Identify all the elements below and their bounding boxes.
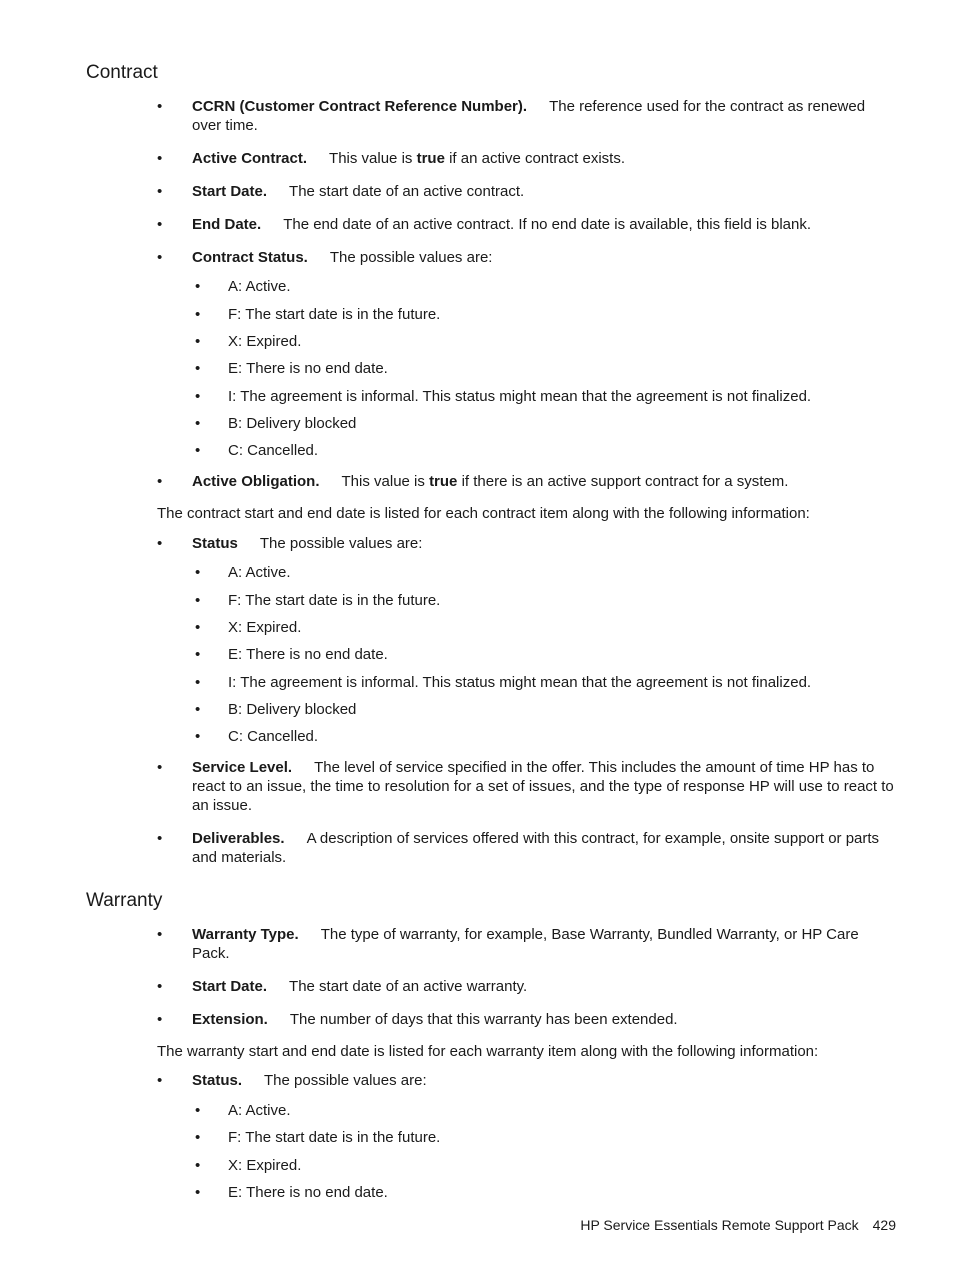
status-value: E: There is no end date. bbox=[228, 1184, 388, 1201]
status-value: B: Delivery blocked bbox=[228, 701, 357, 718]
term-description: The possible values are: bbox=[329, 249, 493, 266]
list-item-active-contract bbox=[192, 149, 625, 168]
status-value: F: The start date is in the future. bbox=[228, 1129, 441, 1146]
bullet-icon: • bbox=[195, 564, 201, 581]
bullet-icon: • bbox=[195, 701, 201, 718]
bullet-icon: • bbox=[195, 333, 201, 350]
status-value: A: Active. bbox=[228, 564, 291, 581]
bullet-icon: • bbox=[157, 183, 163, 200]
term-label: Active Obligation. bbox=[192, 473, 320, 490]
bullet-icon: • bbox=[195, 1129, 201, 1146]
footer-title: HP Service Essentials Remote Support Pack bbox=[580, 1217, 859, 1233]
bullet-icon: • bbox=[157, 1011, 163, 1028]
term-label: Deliverables. bbox=[192, 830, 285, 847]
section-heading-contract: Contract bbox=[86, 62, 158, 83]
status-value: A: Active. bbox=[228, 278, 291, 295]
bullet-icon: • bbox=[195, 646, 201, 663]
term-description: The start date of an active contract. bbox=[289, 183, 525, 200]
status-value: X: Expired. bbox=[228, 1157, 302, 1174]
term-label: Start Date. bbox=[192, 183, 268, 200]
term-description: The possible values are: bbox=[259, 535, 423, 552]
status-value: E: There is no end date. bbox=[228, 646, 388, 663]
list-item-warranty-status bbox=[192, 1071, 427, 1090]
list-item-service-level bbox=[192, 758, 898, 815]
bullet-icon: • bbox=[157, 1072, 163, 1089]
bullet-icon: • bbox=[195, 388, 201, 405]
page-number: 429 bbox=[872, 1217, 896, 1233]
list-item-start-date bbox=[192, 182, 524, 201]
status-value: F: The start date is in the future. bbox=[228, 592, 441, 609]
status-value: I: The agreement is informal. This status might mean that the agreement is not finalized. bbox=[228, 388, 812, 405]
bullet-icon: • bbox=[157, 249, 163, 266]
term-label: Active Contract. bbox=[192, 150, 308, 167]
list-item-extension bbox=[192, 1010, 678, 1029]
bullet-icon: • bbox=[195, 442, 201, 459]
status-value: I: The agreement is informal. This status might mean that the agreement is not finalized. bbox=[228, 674, 812, 691]
bullet-icon: • bbox=[195, 1102, 201, 1119]
bullet-icon: • bbox=[195, 415, 201, 432]
bullet-icon: • bbox=[195, 592, 201, 609]
bullet-icon: • bbox=[157, 759, 163, 776]
bullet-icon: • bbox=[195, 674, 201, 691]
list-item-warranty-start-date bbox=[192, 977, 527, 996]
bullet-icon: • bbox=[157, 473, 163, 490]
bullet-icon: • bbox=[195, 360, 201, 377]
bullet-icon: • bbox=[195, 1184, 201, 1201]
term-label: Start Date. bbox=[192, 978, 268, 995]
term-description: A description of services offered with this contract, for example, onsite support or parts and materials. bbox=[192, 830, 880, 866]
status-value: A: Active. bbox=[228, 1102, 291, 1119]
list-item-deliverables bbox=[192, 829, 898, 867]
term-label: CCRN (Customer Contract Reference Number). bbox=[192, 98, 528, 115]
term-description: if an active contract exists. bbox=[444, 150, 625, 167]
status-value: X: Expired. bbox=[228, 333, 302, 350]
term-label: Warranty Type. bbox=[192, 926, 299, 943]
bullet-icon: • bbox=[157, 98, 163, 115]
body-paragraph: The warranty start and end date is listed for each warranty item along with the following information: bbox=[157, 1043, 819, 1060]
term-label: Extension. bbox=[192, 1011, 268, 1028]
bullet-icon: • bbox=[157, 535, 163, 552]
term-label: End Date. bbox=[192, 216, 262, 233]
value-true: true bbox=[416, 150, 445, 167]
term-label: Status bbox=[192, 535, 238, 552]
bullet-icon: • bbox=[195, 619, 201, 636]
list-item-status bbox=[192, 534, 422, 553]
value-true: true bbox=[429, 473, 458, 490]
term-label: Status. bbox=[192, 1072, 243, 1089]
bullet-icon: • bbox=[157, 926, 163, 943]
term-description: This value is bbox=[341, 473, 430, 490]
status-value: C: Cancelled. bbox=[228, 728, 319, 745]
term-label: Contract Status. bbox=[192, 249, 308, 266]
page-footer bbox=[580, 1216, 896, 1235]
term-description: The possible values are: bbox=[264, 1072, 427, 1089]
bullet-icon: • bbox=[195, 1157, 201, 1174]
bullet-icon: • bbox=[157, 150, 163, 167]
bullet-icon: • bbox=[195, 306, 201, 323]
status-value: F: The start date is in the future. bbox=[228, 306, 441, 323]
status-value: E: There is no end date. bbox=[228, 360, 388, 377]
status-value: C: Cancelled. bbox=[228, 442, 319, 459]
list-item-warranty-type bbox=[192, 925, 898, 963]
term-description: The end date of an active contract. If no end date is available, this field is blank. bbox=[283, 216, 812, 233]
bullet-icon: • bbox=[157, 978, 163, 995]
list-item-contract-status bbox=[192, 248, 492, 267]
term-description: This value is bbox=[329, 150, 417, 167]
bullet-icon: • bbox=[195, 728, 201, 745]
list-item-end-date bbox=[192, 215, 811, 234]
bullet-icon: • bbox=[195, 278, 201, 295]
term-label: Service Level. bbox=[192, 759, 293, 776]
term-description: The start date of an active warranty. bbox=[289, 978, 528, 995]
status-value: B: Delivery blocked bbox=[228, 415, 357, 432]
term-description: The type of warranty, for example, Base Warranty, Bundled Warranty, or HP Care Pack. bbox=[192, 926, 859, 962]
status-value: X: Expired. bbox=[228, 619, 302, 636]
body-paragraph: The contract start and end date is listed for each contract item along with the following information: bbox=[157, 505, 810, 522]
section-heading-warranty: Warranty bbox=[86, 890, 163, 911]
bullet-icon: • bbox=[157, 216, 163, 233]
term-description: The number of days that this warranty has been extended. bbox=[289, 1011, 678, 1028]
term-description: The level of service specified in the offer. This includes the amount of time HP has to react to an issue, the time to resolution for a set of issues, and the type of response HP will use to react to an issue. bbox=[192, 759, 894, 814]
term-description: if there is an active support contract for a system. bbox=[457, 473, 789, 490]
bullet-icon: • bbox=[157, 830, 163, 847]
list-item-active-obligation bbox=[192, 472, 788, 491]
list-item-ccrn bbox=[192, 97, 898, 135]
term-description: The reference used for the contract as renewed over time. bbox=[192, 98, 866, 134]
